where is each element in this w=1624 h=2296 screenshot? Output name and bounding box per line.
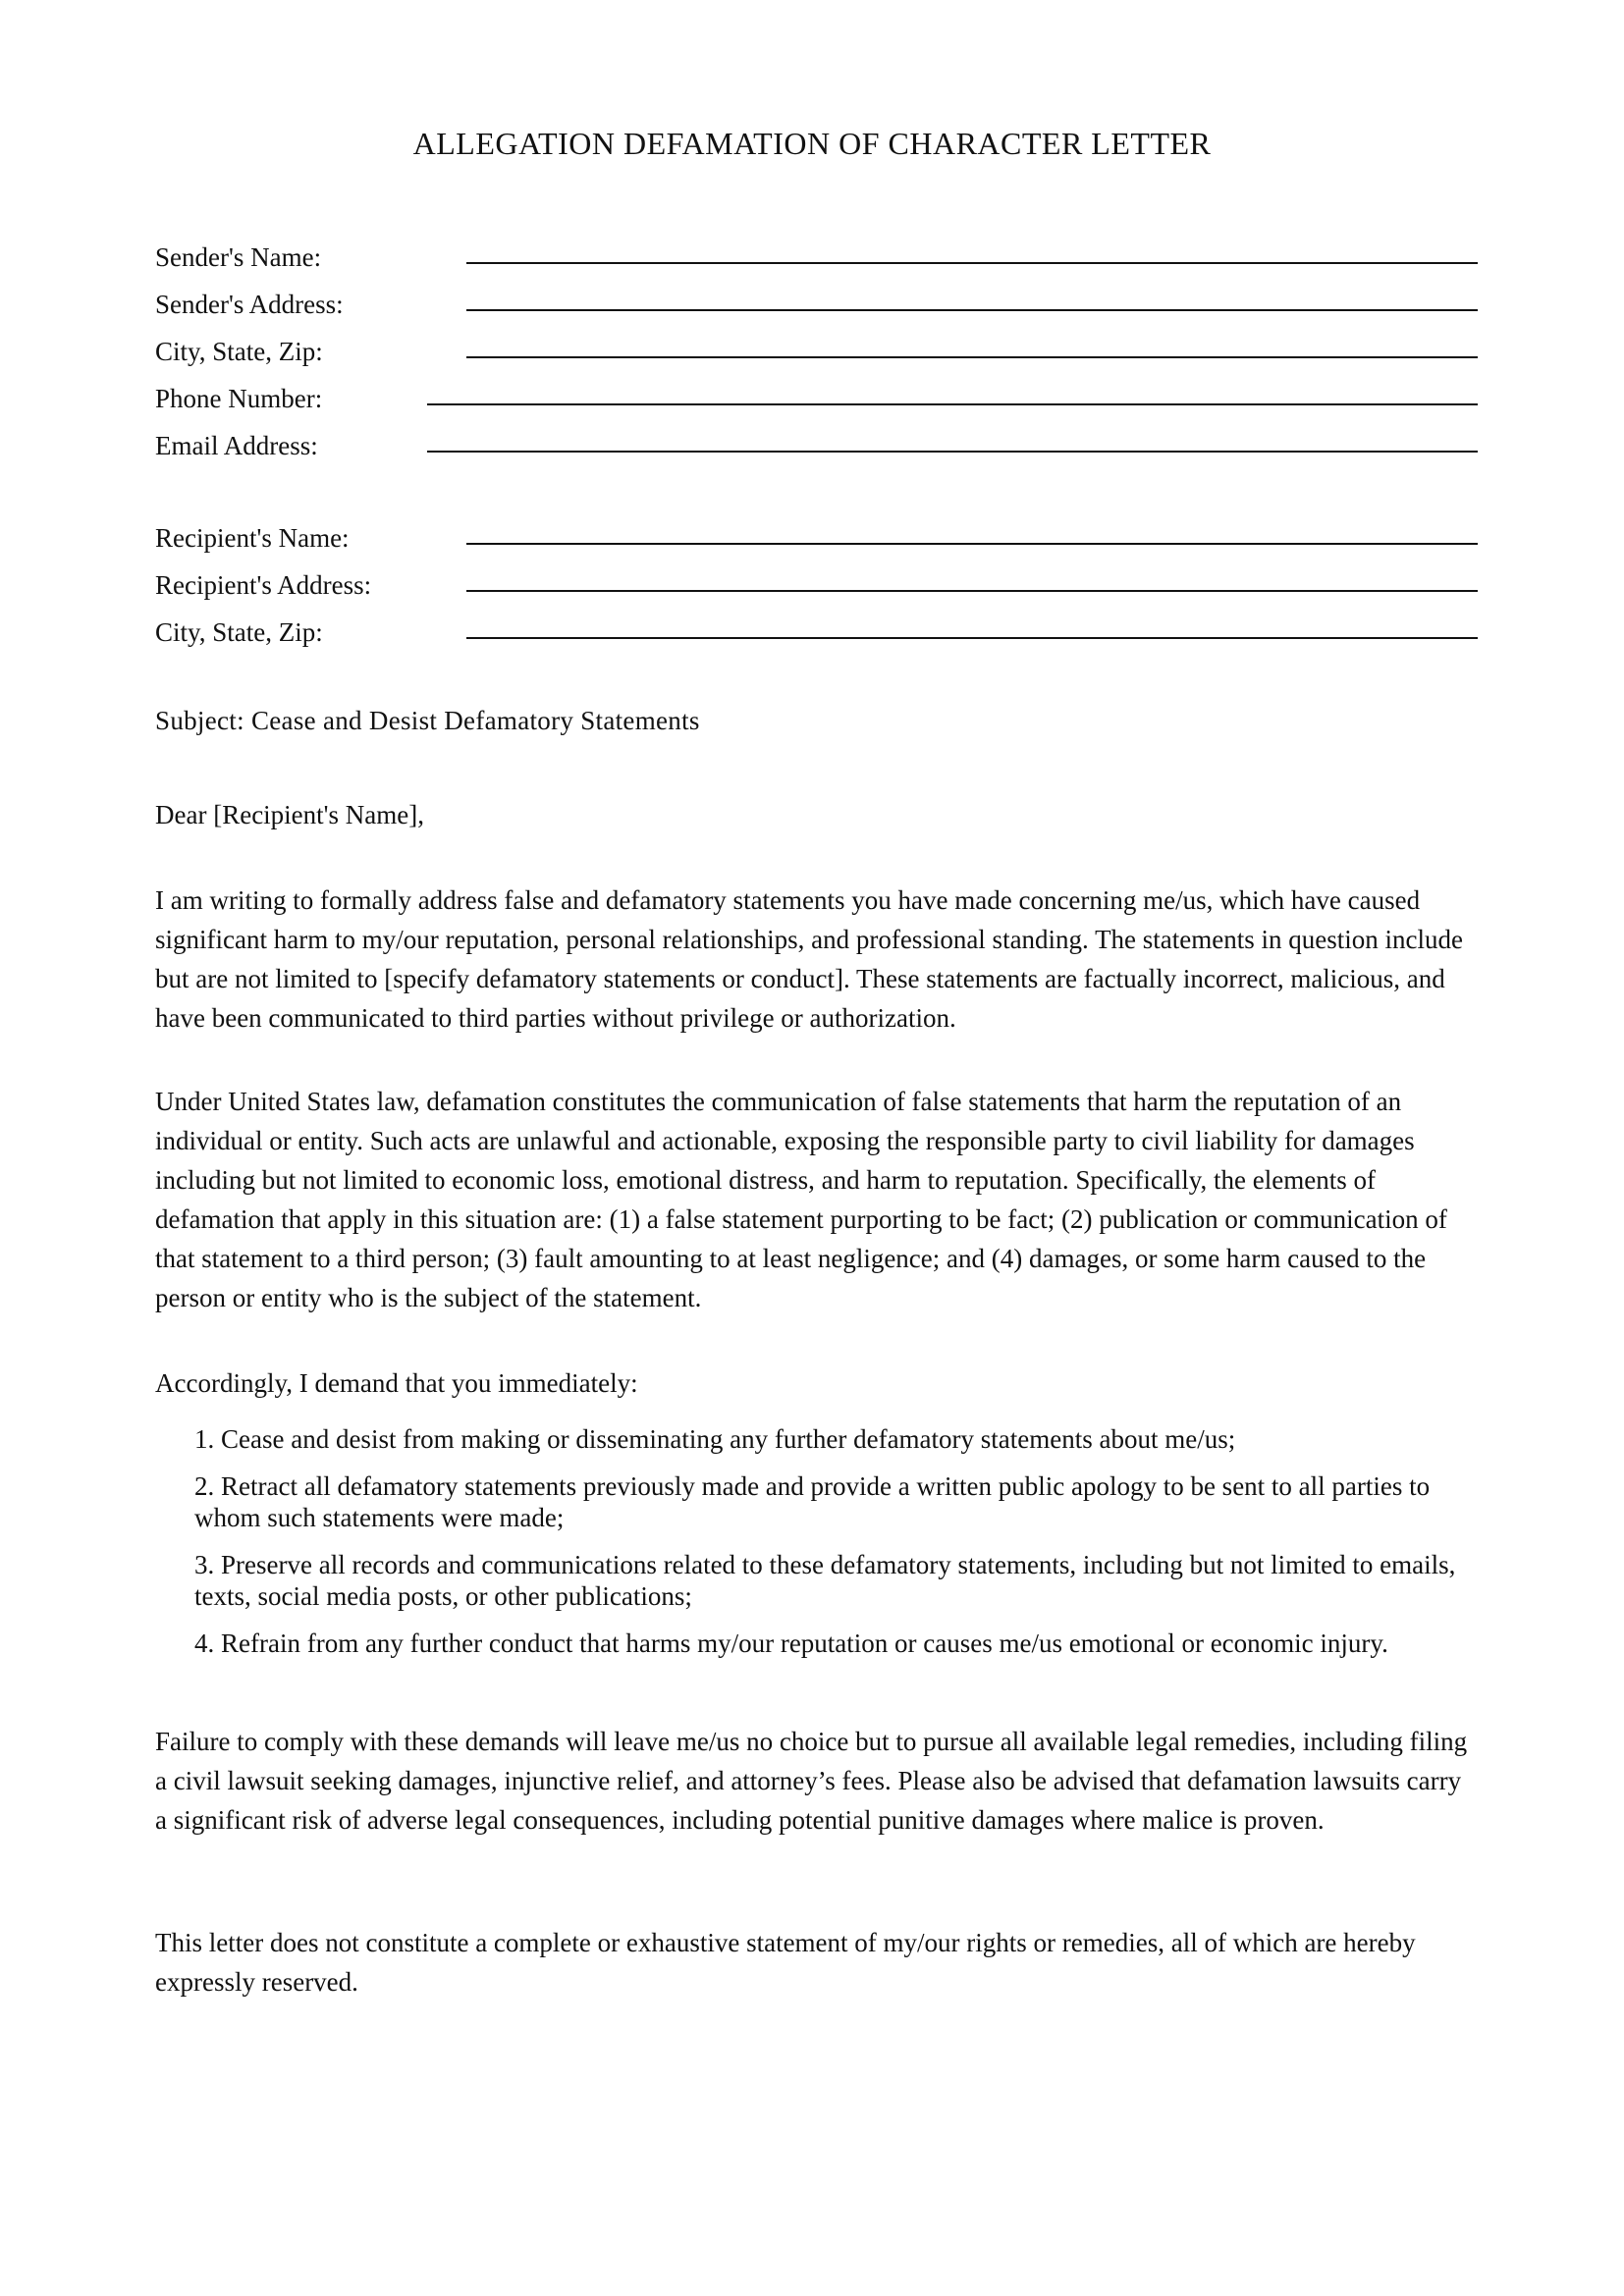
sender-phone-field[interactable] [155,375,1478,422]
letter-subject: Subject: Cease and Desist Defamatory Statements [155,706,700,735]
recipient-name-field[interactable] [155,514,1478,561]
recipient-address-field[interactable] [155,561,1478,609]
sender-email-field[interactable] [155,422,1478,469]
letter-greeting: Dear [Recipient's Name], [155,800,424,829]
recipient-city-state-zip-input-line[interactable] [466,637,1478,639]
sender-name-input-line[interactable] [466,262,1478,264]
field-label: Email Address: [155,431,318,460]
recipient-city-state-zip-field[interactable] [155,609,1478,656]
paragraph-reservation: This letter does not constitute a complete or exhaustive statement of my/our rights or remedies, all of which are hereby expressly reserved. [155,1928,1416,1997]
field-label: Recipient's Name: [155,523,350,553]
sender-city-state-zip-input-line[interactable] [466,356,1478,358]
demands-list [194,1423,1481,1675]
paragraph-law: Under United States law, defamation constitutes the communication of false statements that harm the reputation of an individual or entity. Such acts are unlawful and actionable, exposing the responsible party to civil liability for damages including but not limited to economic loss, emotional distress, and harm to reputation. Specifically, the elements of defamation that apply in this situation are: (1) a false statement purporting to be fact; (2) publication or communication of that statement to a third person; (3) fault amounting to at least negligence; and (4) damages, or some harm caused to the person or entity who is the subject of the statement. [155,1087,1447,1312]
paragraph-consequences: Failure to comply with these demands will leave me/us no choice but to pursue all available legal remedies, including filing a civil lawsuit seeking damages, injunctive relief, and attorney’s fees. Please also be advised that defamation lawsuits carry a significant risk of adverse legal consequences, including potential punitive damages where malice is proven. [155,1727,1468,1835]
field-label: City, State, Zip: [155,337,323,366]
field-label: Recipient's Address: [155,570,372,600]
field-label: Phone Number: [155,384,323,413]
demand-item: 2. Retract all defamatory statements previously made and provide a written public apology to be sent to all parties to whom such statements were made; [194,1471,1431,1532]
demand-item: 1. Cease and desist from making or disseminating any further defamatory statements about me/us; [194,1424,1236,1454]
field-label: City, State, Zip: [155,617,323,647]
sender-phone-input-line[interactable] [427,403,1478,405]
sender-city-state-zip-field[interactable] [155,328,1478,375]
sender-email-input-line[interactable] [427,451,1478,453]
demand-item: 3. Preserve all records and communications related to these defamatory statements, including but not limited to emails, texts, social media posts, or other publications; [194,1550,1456,1611]
document-title: ALLEGATION DEFAMATION OF CHARACTER LETTER [412,126,1212,161]
field-label: Sender's Address: [155,290,344,319]
demand-item: 4. Refrain from any further conduct that harms my/our reputation or causes me/us emotional or economic injury. [194,1629,1388,1658]
sender-name-field[interactable] [155,234,1478,281]
sender-address-input-line[interactable] [466,309,1478,311]
sender-address-field[interactable] [155,281,1478,328]
paragraph-demand-intro: Accordingly, I demand that you immediately: [155,1368,638,1398]
field-label: Sender's Name: [155,242,322,272]
recipient-address-input-line[interactable] [466,590,1478,592]
paragraph-intro: I am writing to formally address false and defamatory statements you have made concerning me/us, which have caused significant harm to my/our reputation, personal relationships, and professional standing. The statements in question include but are not limited to [specify defamatory statements or conduct]. These statements are factually incorrect, malicious, and have been communicated to third parties without privilege or authorization. [155,885,1463,1033]
recipient-name-input-line[interactable] [466,543,1478,545]
